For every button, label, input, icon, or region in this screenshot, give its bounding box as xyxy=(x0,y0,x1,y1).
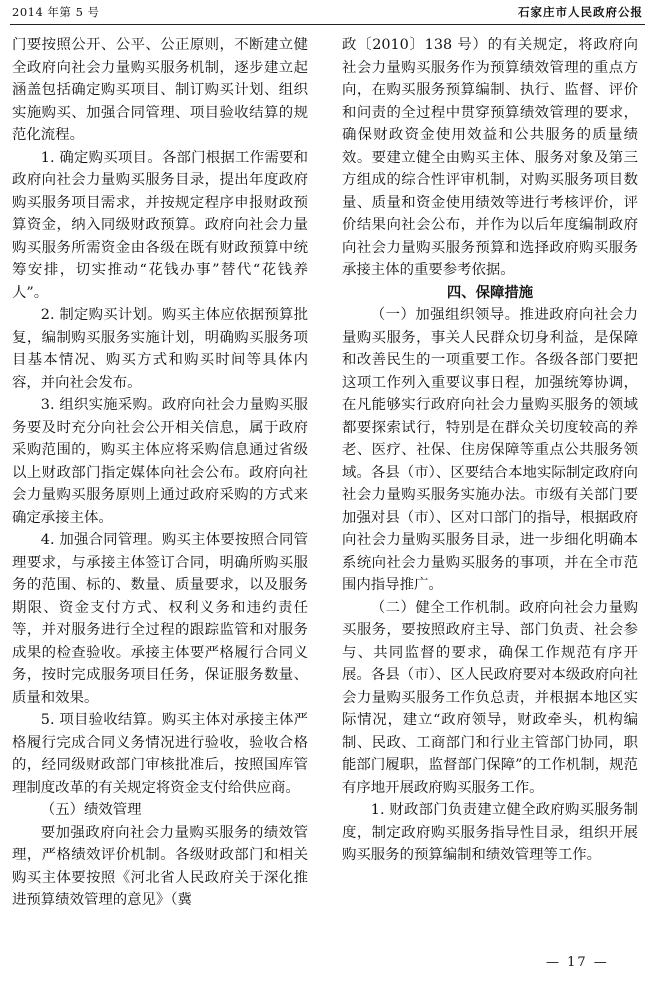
publication-title: 石家庄市人民政府公报 xyxy=(518,5,643,19)
paragraph: （二）健全工作机制。政府向社会力量购买服务，要按照政府主导、部门负责、社会参与、共同监督的要求，确保工作规范有序开展。各县（市）、区人民政府要对本级政府向社会力量购买服务工作负总责，并根据本地区实际情况，建立“政府领导，财政牵头，机构编制、民政、工商部门和行业主管部门协同，职能部门履职，监督部门保障”的工作机制，规范有序地开展政府购买服务工作。 xyxy=(342,599,638,796)
paragraph: 1. 确定购买项目。各部门根据工作需要和政府向社会力量购买服务目录，提出年度政府购买服务项目需求，并按规定程序申报财政预算资金，纳入同级财政预算。政府向社会力量购买服务所需资金由各级在既有财政预算中统筹安排，切实推动“花钱办事”替代“花钱养人”。 xyxy=(12,149,308,301)
paragraph: 政〔2010〕138 号）的有关规定，将政府向社会力量购买服务作为预算绩效管理的重点方向，在购买服务预算编制、执行、监督、评价和问责的全过程中贯穿预算绩效管理的要求，确保财政资金使用效益和公共服务的质量绩效。要建立健全由购买主体、服务对象及第三方组成的综合性评审机制，对购买服务项目数量、质量和资金使用绩效等进行考核评价，评价结果向社会公布，并作为以后年度编制政府向社会力量购买服务预算和选择政府购买服务承接主体的重要参考依据。 xyxy=(342,37,638,278)
section-heading: 四、保障措施 xyxy=(446,283,534,301)
page-header xyxy=(10,0,645,25)
paragraph: 1. 财政部门负责建立健全政府购买服务制度，制定政府购买服务指导性目录，组织开展购买服务的预算编制和绩效管理等工作。 xyxy=(342,802,638,863)
paragraph: 门要按照公开、公平、公正原则，不断建立健全政府向社会力量购买服务机制，逐步建立起涵盖包括确定购买项目、制订购买计划、组织实施购买、加强合同管理、项目验收结算的规范化流程。 xyxy=(12,37,308,143)
paragraph: 3. 组织实施采购。政府向社会力量购买服务要及时充分向社会公开相关信息，属于政府采购范围的，购买主体应将采购信息通过省级以上财政部门指定媒体向社会公布。政府向社会力量购买服务原则上通过政府采购的方式来确定承接主体。 xyxy=(12,397,308,526)
paragraph: 5. 项目验收结算。购买主体对承接主体严格履行完成合同义务情况进行验收，验收合格的，经同级财政部门审核批准后，按照国库管理制度改革的有关规定将资金支付给供应商。 xyxy=(12,712,308,796)
page-number: — 17 — xyxy=(546,955,609,970)
issue-label: 2014 年第 5 号 xyxy=(12,5,100,19)
right-column xyxy=(342,34,638,867)
left-column xyxy=(12,34,308,912)
section-subheading: （五）绩效管理 xyxy=(40,802,142,818)
paragraph: （一）加强组织领导。推进政府向社会力量购买服务，事关人民群众切身利益，是保障和改善民生的一项重要工作。各级各部门要把这项工作列入重要议事日程，加强统筹协调，在凡能够实行政府向社会力量购买服务的领域都要探索试行，特别是在群众关切度较高的养老、医疗、社保、住房保障等重点公共服务领域。各县（市）、区要结合本地实际制定政府向社会力量购买服务实施办法。市级有关部门要加强对县（市）、区对口部门的指导，根据政府向社会力量购买服务目录，进一步细化明确本系统向社会力量购买服务的事项，并在全市范围内指导推广。 xyxy=(342,307,638,593)
paragraph: 要加强政府向社会力量购买服务的绩效管理，严格绩效评价机制。各级财政部门和相关购买主体要按照《河北省人民政府关于深化推进预算绩效管理的意见》（冀 xyxy=(12,824,308,908)
paragraph: 2. 制定购买计划。购买主体应依据预算批复，编制购买服务实施计划，明确购买服务项目基本情况、购买方式和购买时间等具体内容，并向社会发布。 xyxy=(12,307,308,391)
paragraph: 4. 加强合同管理。购买主体要按照合同管理要求，与承接主体签订合同，明确所购买服务的范围、标的、数量、质量要求，以及服务期限、资金支付方式、权利义务和违约责任等，并对服务进行全过程的跟踪监管和对服务成果的检查验收。承接主体要严格履行合同义务，按时完成服务项目任务，保证服务数量、质量和效果。 xyxy=(12,532,308,706)
